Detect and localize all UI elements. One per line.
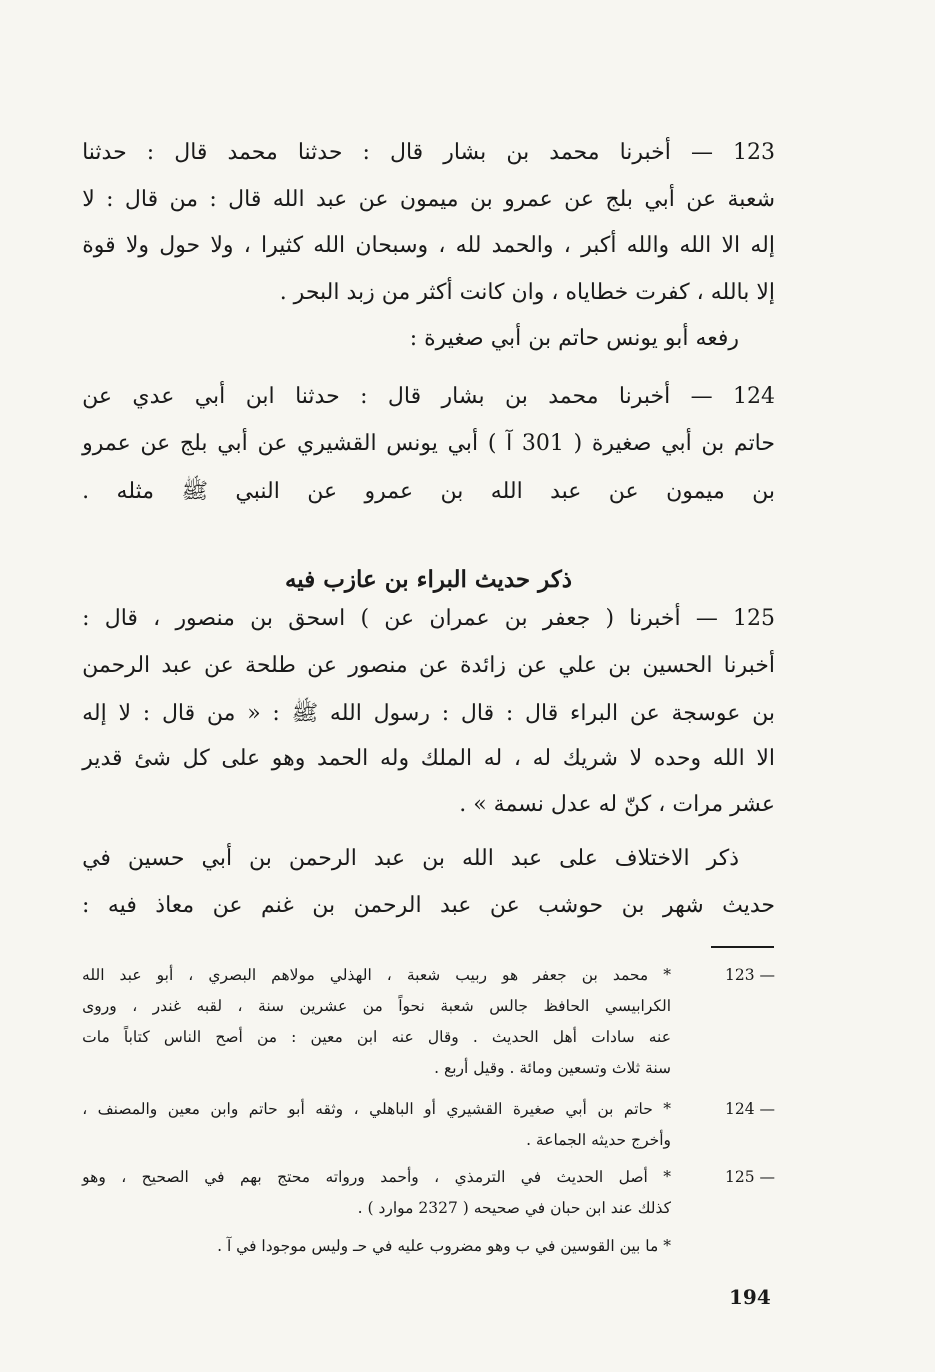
hadith-123 [82, 140, 775, 373]
text-line: 123 — أخبرنا محمد بن بشار قال : حدثنا محمد قال : حدثنا [82, 140, 775, 165]
footnote-125 [82, 1168, 775, 1230]
footnote-line: وأخرج حديثه الجماعة . [526, 1131, 671, 1149]
hadith-125 [82, 606, 775, 839]
footnote-number: 124 — [724, 1100, 775, 1118]
hadith-124 [82, 384, 775, 524]
footnote-number: 123 — [724, 966, 775, 984]
footnote-separator [711, 946, 774, 948]
section-heading: ذكر حديث البراء بن عازب فيه [284, 566, 573, 593]
footnote-line: كذلك عند ابن حبان في صحيحه ( 2327 موارد ) . [357, 1199, 671, 1217]
subsection-heading [82, 846, 775, 939]
asterisk-note: * ما بين القوسين في ب وهو مضروب عليه في حـ وليس موجودا في آ . [217, 1237, 671, 1255]
text-line: إلا بالله ، كفرت خطاياه ، وان كانت أكثر من زبد البحر . [279, 279, 775, 305]
text-line: 124 — أخبرنا محمد بن بشار قال : حدثنا ابن أبي عدي عن [82, 384, 775, 409]
footnote-line: * حاتم بن أبي صغيرة القشيري أو الباهلي ، وثقه أبو حاتم وابن معين والمصنف ، [82, 1100, 671, 1118]
text-line: إله الا الله والله أكبر ، والحمد لله ، وسبحان الله كثيرا ، ولا حول ولا قوة [82, 233, 775, 258]
footnote-line: * أصل الحديث في الترمذي ، وأحمد ورواته محتج بهم في الصحيح ، وهو [82, 1168, 671, 1186]
footnote-line: * محمد بن جعفر هو ربيب شعبة ، الهذلي مولاهم البصري ، أبو عبد الله [82, 966, 671, 984]
text-line: 125 — أخبرنا ( جعفر بن عمران عن ) اسحق بن منصور ، قال : [82, 606, 775, 631]
text-line: حديث شهر بن حوشب عن عبد الرحمن بن غنم عن معاذ فيه : [82, 892, 775, 918]
footnote-line: عنه سادات أهل الحديث . وقال عنه ابن معين : من أصح الناس كتاباً مات [82, 1028, 671, 1046]
text-line: بن عوسجة عن البراء قال : قال : رسول الله ﷺ : « من قال : لا إله [82, 701, 775, 726]
footnote-line: سنة ثلاث وتسعين ومائة . وقيل أربع . [434, 1059, 671, 1077]
footnote-number: 125 — [724, 1168, 775, 1186]
footnote-124 [82, 1100, 775, 1162]
text-line: بن ميمون عن عبد الله بن عمرو عن النبي ﷺ مثله . [82, 479, 775, 504]
text-line: رفعه أبو يونس حاتم بن أبي صغيرة : [409, 326, 739, 351]
text-line: ذكر الاختلاف على عبد الله بن عبد الرحمن بن أبي حسين في [82, 846, 739, 871]
text-line: شعبة عن أبي بلج عن عمرو بن ميمون عن عبد الله قال : من قال : لا [82, 186, 775, 212]
text-line: عشر مرات ، كنّ له عدل نسمة » . [459, 792, 775, 817]
footnote-123 [82, 966, 775, 1090]
footnote-line: الكرابيسي الحافظ جالس شعبة نحواً من عشرين سنة ، لقبه غندر ، وروى [82, 997, 671, 1015]
page-number: 194 [729, 1285, 771, 1309]
text-line: الا الله وحده لا شريك له ، له الملك وله الحمد وهو على كل شئ قدير [82, 745, 775, 771]
text-line: أخبرنا الحسين بن علي عن زائدة عن منصور عن طلحة عن عبد الرحمن [82, 652, 775, 678]
text-line: حاتم بن أبي صغيرة ( 301 آ ) أبي يونس القشيري عن أبي بلج عن عمرو [82, 430, 775, 456]
